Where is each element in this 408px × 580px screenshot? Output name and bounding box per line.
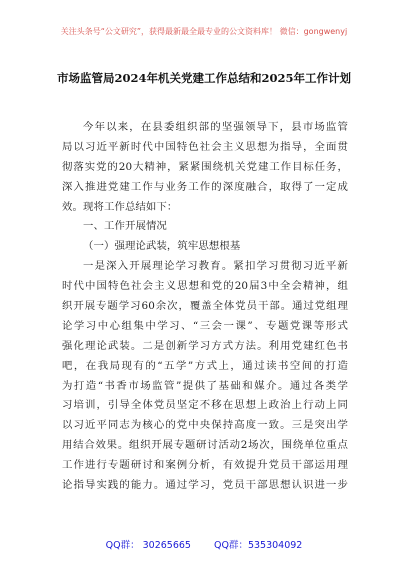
paragraph-line: 一、工作开展情况 [83,220,167,233]
document-title: 市场监管局2024年机关党建工作总结和2025年工作计划 [56,71,351,85]
paragraph-line: 深入推进党建工作与业务工作的深度融合，取得了一定成 [62,180,348,193]
paragraph-line: 局以习近平新时代中国特色社会主义思想为指导，全面贯 [62,140,348,153]
document-body [62,118,348,496]
footer-qq-group-2: QQ群：535304092 [214,540,303,551]
paragraph-line: 今年以来，在县委组织部的坚强领导下，县市场监管 [83,121,348,133]
paragraph-line: 强化理论武装。二是创新学习方式方法。利用党建红色书 [62,339,348,352]
paragraph-line: 为打造“书香市场监管”提供了基础和媒介。通过各类学 [62,379,348,392]
paragraph-line: 习培训，引导全体党员坚定不移在思想上政治上行动上同 [62,399,348,412]
paragraph-line: 彻落实党的20大精神，紧紧围绕机关党建工作目标任务， [62,160,348,173]
footer-contact [0,537,408,551]
paragraph-line: 用结合效果。组织开展专题研讨活动2场次，围绕单位重点 [62,439,348,452]
paragraph-line: 论学习中心组集中学习、“三会一课”、专题党课等形式 [62,319,348,332]
paragraph-line: 吧，在我局现有的“五学”方式上，通过读书空间的打造 [62,359,348,372]
paragraph-line: 织开展专题学习60余次，覆盖全体党员干部。通过党组理 [62,300,348,313]
paragraph-line: 一是深入开展理论学习教育。紧扣学习贯彻习近平新 [83,260,348,273]
paragraph-line: 工作进行专题研讨和案例分析，有效提升党员干部运用理 [62,459,348,472]
paragraph-line: 效。现将工作总结如下： [62,200,178,213]
header-banner: 关注头条号“公文研究”，获得最新最全最专业的公文资料库！ 微信：gongwenyj [60,27,348,36]
footer-qq-group-1: QQ群： 30265665 [105,540,191,551]
paragraph-line: 以习近平同志为核心的党中央保持高度一致。三是突出学 [62,419,348,432]
paragraph-line: 时代中国特色社会主义思想和党的20届3中全会精神，组 [62,280,348,293]
paragraph-line: 论指导实践的能力。通过学习，党员干部思想认识进一步 [62,479,348,492]
paragraph-line: （一）强理论武装，筑牢思想根基 [83,240,241,253]
